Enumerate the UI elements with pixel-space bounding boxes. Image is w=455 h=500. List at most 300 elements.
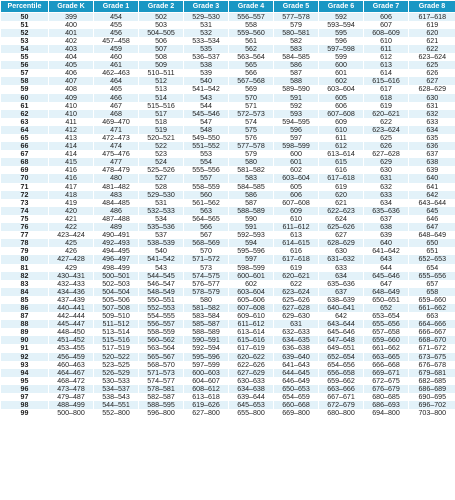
score-range-cell: 531 xyxy=(139,199,184,207)
score-range-cell: 634 xyxy=(319,272,364,280)
table-row xyxy=(1,85,455,93)
score-range-cell: 518 xyxy=(139,118,184,126)
percentile-cell: 64 xyxy=(1,126,49,134)
score-range-cell: 569 xyxy=(229,85,274,93)
score-range-cell: 578–581 xyxy=(139,385,184,393)
score-range-cell: 561 xyxy=(229,37,274,45)
percentile-cell: 98 xyxy=(1,401,49,409)
score-range-cell: 703–800 xyxy=(409,409,455,417)
score-range-cell: 559–560 xyxy=(229,29,274,37)
score-range-cell: 620 xyxy=(409,29,455,37)
score-range-cell: 686–693 xyxy=(364,401,409,409)
score-range-cell: 405 xyxy=(49,61,94,69)
score-range-cell: 587 xyxy=(274,69,319,77)
score-range-cell: 552–800 xyxy=(94,409,139,417)
column-header-grade-3: Grade 3 xyxy=(184,1,229,13)
table-row xyxy=(1,94,455,102)
percentile-cell: 77 xyxy=(1,231,49,239)
table-row xyxy=(1,166,455,174)
score-range-cell: 563–564 xyxy=(229,53,274,61)
score-range-cell: 568–570 xyxy=(139,361,184,369)
score-range-cell: 534 xyxy=(139,215,184,223)
score-range-cell: 532 xyxy=(184,29,229,37)
score-range-cell: 601 xyxy=(319,69,364,77)
table-row xyxy=(1,377,455,385)
score-range-cell: 650–653 xyxy=(274,385,319,393)
score-range-cell: 591 xyxy=(274,94,319,102)
score-range-cell: 503 xyxy=(139,21,184,29)
percentile-cell: 92 xyxy=(1,353,49,361)
score-range-cell: 644 xyxy=(364,264,409,272)
column-header-grade-5: Grade 5 xyxy=(274,1,319,13)
percentile-cell: 63 xyxy=(1,118,49,126)
score-range-cell: 639–644 xyxy=(229,393,274,401)
score-range-cell: 467 xyxy=(94,102,139,110)
score-range-cell: 635 xyxy=(409,134,455,142)
score-range-cell: 619 xyxy=(274,264,319,272)
table-row xyxy=(1,69,455,77)
score-range-cell: 574 xyxy=(229,118,274,126)
score-range-cell: 594 xyxy=(229,239,274,247)
score-range-cell: 672–679 xyxy=(319,401,364,409)
score-range-cell: 568–569 xyxy=(184,239,229,247)
score-range-cell: 640 xyxy=(364,239,409,247)
score-range-cell: 571–572 xyxy=(184,255,229,263)
score-range-cell: 558–559 xyxy=(184,183,229,191)
score-range-cell: 612 xyxy=(364,53,409,61)
score-range-cell: 434–436 xyxy=(49,288,94,296)
score-range-cell: 419 xyxy=(49,199,94,207)
table-row xyxy=(1,29,455,37)
score-range-cell: 607–608 xyxy=(274,199,319,207)
score-range-cell: 636–638 xyxy=(274,344,319,352)
percentile-cell: 95 xyxy=(1,377,49,385)
score-range-cell: 522 xyxy=(139,142,184,150)
score-range-cell: 666–667 xyxy=(409,328,455,336)
score-range-cell: 464 xyxy=(94,77,139,85)
score-range-cell: 609 xyxy=(319,118,364,126)
score-range-cell: 585–587 xyxy=(184,320,229,328)
score-range-cell: 613–614 xyxy=(229,328,274,336)
score-range-cell: 651 xyxy=(409,247,455,255)
table-row xyxy=(1,264,455,272)
table-row xyxy=(1,231,455,239)
score-range-cell: 592 xyxy=(319,12,364,21)
score-range-cell: 423–424 xyxy=(49,231,94,239)
score-range-cell: 652–653 xyxy=(409,255,455,263)
table-row xyxy=(1,102,455,110)
percentile-cell: 57 xyxy=(1,69,49,77)
score-range-cell: 478–479 xyxy=(94,166,139,174)
score-range-cell: 566 xyxy=(184,223,229,231)
score-range-cell: 556–557 xyxy=(229,12,274,21)
score-range-cell: 593–594 xyxy=(319,21,364,29)
score-range-cell: 642 xyxy=(319,312,364,320)
score-range-cell: 605–606 xyxy=(229,296,274,304)
score-range-cell: 571 xyxy=(229,102,274,110)
table-row xyxy=(1,134,455,142)
score-range-cell: 603–604 xyxy=(319,85,364,93)
score-range-cell: 599 xyxy=(319,53,364,61)
score-range-cell: 531 xyxy=(184,21,229,29)
score-range-cell: 617 xyxy=(364,85,409,93)
score-range-cell: 532–533 xyxy=(139,207,184,215)
score-range-cell: 414 xyxy=(49,150,94,158)
table-row xyxy=(1,118,455,126)
score-range-cell: 646 xyxy=(409,215,455,223)
score-range-cell: 421 xyxy=(49,215,94,223)
score-range-cell: 459 xyxy=(94,45,139,53)
score-range-cell: 422 xyxy=(49,223,94,231)
score-range-cell: 591 xyxy=(229,223,274,231)
score-range-cell: 623–624 xyxy=(274,288,319,296)
score-range-cell: 415 xyxy=(49,158,94,166)
score-range-cell: 659–660 xyxy=(364,336,409,344)
score-range-cell: 631 xyxy=(409,102,455,110)
score-range-cell: 538 xyxy=(184,61,229,69)
score-range-cell: 548–549 xyxy=(139,288,184,296)
score-range-cell: 638–639 xyxy=(319,296,364,304)
score-range-cell: 554–555 xyxy=(139,312,184,320)
score-range-cell: 605 xyxy=(274,183,319,191)
score-range-cell: 658 xyxy=(409,288,455,296)
score-range-cell: 567 xyxy=(184,231,229,239)
score-range-cell: 556–557 xyxy=(139,320,184,328)
score-range-cell: 483 xyxy=(94,191,139,199)
score-range-cell: 669–800 xyxy=(274,409,319,417)
score-range-cell: 641–642 xyxy=(364,247,409,255)
score-range-cell: 496–497 xyxy=(94,255,139,263)
score-range-cell: 629 xyxy=(364,158,409,166)
score-range-cell: 641–643 xyxy=(274,361,319,369)
score-range-cell: 445–447 xyxy=(49,320,94,328)
score-range-cell: 448–450 xyxy=(49,328,94,336)
score-range-cell: 410 xyxy=(49,110,94,118)
column-header-grade-k: Grade K xyxy=(49,1,94,13)
score-range-cell: 614–615 xyxy=(274,239,319,247)
table-row xyxy=(1,255,455,263)
score-range-cell: 524 xyxy=(139,158,184,166)
score-range-cell: 663–666 xyxy=(319,385,364,393)
score-range-cell: 628–629 xyxy=(409,85,455,93)
score-range-cell: 609 xyxy=(274,207,319,215)
score-range-cell: 490–491 xyxy=(94,231,139,239)
score-range-cell: 654–659 xyxy=(274,393,319,401)
score-range-cell: 427–428 xyxy=(49,255,94,263)
score-range-cell: 580 xyxy=(229,158,274,166)
score-range-cell: 603–604 xyxy=(274,174,319,182)
score-range-cell: 418 xyxy=(49,191,94,199)
percentile-cell: 96 xyxy=(1,385,49,393)
score-range-cell: 494–495 xyxy=(94,247,139,255)
score-range-cell: 613 xyxy=(364,61,409,69)
score-range-cell: 530–533 xyxy=(94,377,139,385)
score-range-cell: 615–616 xyxy=(229,336,274,344)
score-range-cell: 472–473 xyxy=(94,134,139,142)
score-range-cell: 610 xyxy=(364,37,409,45)
score-range-cell: 558 xyxy=(229,21,274,29)
score-range-cell: 680–800 xyxy=(319,409,364,417)
score-range-cell: 406 xyxy=(49,69,94,77)
score-range-cell: 613–614 xyxy=(319,150,364,158)
score-range-cell: 474 xyxy=(94,142,139,150)
table-row xyxy=(1,77,455,85)
table-row xyxy=(1,174,455,182)
column-header-grade-7: Grade 7 xyxy=(364,1,409,13)
percentile-cell: 80 xyxy=(1,255,49,263)
score-range-cell: 679–681 xyxy=(409,369,455,377)
score-range-cell: 643–644 xyxy=(409,199,455,207)
percentile-cell: 82 xyxy=(1,272,49,280)
percentile-cell: 62 xyxy=(1,110,49,118)
score-range-cell: 582–587 xyxy=(139,393,184,401)
table-row xyxy=(1,369,455,377)
score-range-cell: 623–624 xyxy=(364,126,409,134)
score-range-cell: 551–552 xyxy=(184,142,229,150)
table-row xyxy=(1,45,455,53)
percentile-cell: 84 xyxy=(1,288,49,296)
score-range-cell: 455 xyxy=(94,21,139,29)
score-range-cell: 517 xyxy=(139,110,184,118)
score-range-cell: 593 xyxy=(274,110,319,118)
score-range-cell: 617–619 xyxy=(229,344,274,352)
score-range-cell: 625–626 xyxy=(274,296,319,304)
score-range-cell: 652–654 xyxy=(319,353,364,361)
score-range-cell: 547 xyxy=(184,118,229,126)
score-range-cell: 592–593 xyxy=(229,231,274,239)
score-range-cell: 587 xyxy=(229,199,274,207)
score-range-cell: 620–621 xyxy=(364,110,409,118)
score-range-cell: 558–559 xyxy=(139,328,184,336)
score-range-cell: 576 xyxy=(229,134,274,142)
score-range-cell: 541–542 xyxy=(184,85,229,93)
score-range-cell: 648–649 xyxy=(364,288,409,296)
score-range-cell: 417 xyxy=(49,183,94,191)
table-row xyxy=(1,336,455,344)
score-range-cell: 552–553 xyxy=(139,304,184,312)
score-range-cell: 534–537 xyxy=(94,385,139,393)
score-range-cell: 584–585 xyxy=(274,53,319,61)
table-row xyxy=(1,37,455,45)
score-range-cell: 592 xyxy=(274,102,319,110)
score-range-cell: 624 xyxy=(319,215,364,223)
score-range-cell: 606 xyxy=(319,102,364,110)
table-row xyxy=(1,296,455,304)
score-range-cell: 627–800 xyxy=(184,409,229,417)
percentile-cell: 78 xyxy=(1,239,49,247)
percentile-cell: 89 xyxy=(1,328,49,336)
table-row xyxy=(1,142,455,150)
score-range-cell: 492–493 xyxy=(94,239,139,247)
score-range-cell: 460 xyxy=(94,53,139,61)
score-range-cell: 608–609 xyxy=(364,29,409,37)
score-range-cell: 625 xyxy=(364,134,409,142)
score-range-cell: 529–530 xyxy=(184,12,229,21)
percentile-cell: 66 xyxy=(1,142,49,150)
score-range-cell: 663 xyxy=(409,312,455,320)
score-range-cell: 596 xyxy=(319,37,364,45)
score-range-cell: 399 xyxy=(49,12,94,21)
score-range-cell: 617–618 xyxy=(274,255,319,263)
percentile-cell: 68 xyxy=(1,158,49,166)
score-range-cell: 560–562 xyxy=(139,336,184,344)
score-range-cell: 535 xyxy=(184,45,229,53)
table-row xyxy=(1,12,455,21)
score-range-cell: 602 xyxy=(319,77,364,85)
score-range-cell: 630 xyxy=(364,166,409,174)
score-range-cell: 426 xyxy=(49,247,94,255)
score-range-cell: 629–630 xyxy=(274,312,319,320)
score-range-cell: 618 xyxy=(364,94,409,102)
score-range-cell: 640 xyxy=(409,174,455,182)
table-row xyxy=(1,393,455,401)
score-range-cell: 571–573 xyxy=(139,369,184,377)
score-range-cell: 581–582 xyxy=(229,166,274,174)
score-range-cell: 523 xyxy=(139,150,184,158)
score-range-cell: 456–459 xyxy=(49,353,94,361)
score-range-cell: 416 xyxy=(49,174,94,182)
score-range-cell: 570 xyxy=(229,94,274,102)
score-range-cell: 538–539 xyxy=(139,239,184,247)
table-row xyxy=(1,150,455,158)
score-range-cell: 464–467 xyxy=(49,369,94,377)
score-range-cell: 437–439 xyxy=(49,296,94,304)
score-range-cell: 620–622 xyxy=(229,353,274,361)
score-range-cell: 580–581 xyxy=(274,29,319,37)
score-range-cell: 608–612 xyxy=(184,385,229,393)
score-range-cell: 671–672 xyxy=(409,344,455,352)
score-range-cell: 579 xyxy=(274,21,319,29)
score-range-cell: 545–546 xyxy=(184,110,229,118)
score-range-cell: 527 xyxy=(139,174,184,182)
score-range-cell: 657–658 xyxy=(364,328,409,336)
score-range-cell: 477 xyxy=(94,158,139,166)
percentile-cell: 70 xyxy=(1,174,49,182)
column-header-grade-1: Grade 1 xyxy=(94,1,139,13)
score-range-cell: 660–668 xyxy=(274,401,319,409)
score-range-cell: 644–645 xyxy=(274,369,319,377)
score-range-cell: 505–506 xyxy=(94,296,139,304)
score-range-cell: 602 xyxy=(229,280,274,288)
score-range-cell: 607–608 xyxy=(229,304,274,312)
score-range-cell: 572–573 xyxy=(229,110,274,118)
score-range-cell: 694–800 xyxy=(364,409,409,417)
table-row xyxy=(1,344,455,352)
score-range-cell: 632 xyxy=(409,110,455,118)
score-range-cell: 659–660 xyxy=(409,296,455,304)
score-range-cell: 473–478 xyxy=(49,385,94,393)
score-range-cell: 622–623 xyxy=(319,207,364,215)
score-range-cell: 696–702 xyxy=(409,401,455,409)
score-range-cell: 457–458 xyxy=(94,37,139,45)
percentile-cell: 51 xyxy=(1,21,49,29)
column-header-percentile: Percentile xyxy=(1,1,49,13)
score-range-cell: 600–601 xyxy=(229,272,274,280)
score-range-cell: 526–529 xyxy=(94,369,139,377)
score-range-cell: 655–656 xyxy=(409,272,455,280)
score-range-cell: 519 xyxy=(139,126,184,134)
score-range-cell: 682–685 xyxy=(409,377,455,385)
score-range-cell: 690–695 xyxy=(409,393,455,401)
score-range-cell: 607 xyxy=(364,21,409,29)
score-range-cell: 646–649 xyxy=(274,377,319,385)
percentile-cell: 58 xyxy=(1,77,49,85)
score-range-cell: 600–603 xyxy=(184,369,229,377)
score-range-cell: 400 xyxy=(49,21,94,29)
score-range-cell: 655–800 xyxy=(229,409,274,417)
score-range-cell: 611 xyxy=(364,45,409,53)
score-range-cell: 480 xyxy=(94,174,139,182)
table-row xyxy=(1,207,455,215)
score-range-cell: 601 xyxy=(274,158,319,166)
score-range-cell: 615–616 xyxy=(364,77,409,85)
score-range-cell: 541–542 xyxy=(139,255,184,263)
percentile-cell: 55 xyxy=(1,53,49,61)
score-range-cell: 404 xyxy=(49,53,94,61)
score-range-cell: 645–653 xyxy=(229,401,274,409)
score-range-cell: 579 xyxy=(229,150,274,158)
score-range-cell: 588–589 xyxy=(229,207,274,215)
score-range-cell: 577–578 xyxy=(229,142,274,150)
score-range-cell: 645–646 xyxy=(319,328,364,336)
score-range-cell: 515–516 xyxy=(139,102,184,110)
percentile-cell: 83 xyxy=(1,280,49,288)
score-range-cell: 500–800 xyxy=(49,409,94,417)
score-range-cell: 631 xyxy=(274,320,319,328)
score-range-cell: 627 xyxy=(409,77,455,85)
score-range-cell: 539 xyxy=(184,69,229,77)
score-range-cell: 654 xyxy=(409,264,455,272)
score-range-cell: 411 xyxy=(49,118,94,126)
score-range-cell: 511–512 xyxy=(94,320,139,328)
table-row xyxy=(1,320,455,328)
score-range-cell: 442–444 xyxy=(49,312,94,320)
score-range-cell: 555–556 xyxy=(184,166,229,174)
score-range-cell: 475–476 xyxy=(94,150,139,158)
table-row xyxy=(1,328,455,336)
score-range-cell: 543 xyxy=(184,94,229,102)
score-range-cell: 673–675 xyxy=(409,353,455,361)
score-range-cell: 581–582 xyxy=(184,304,229,312)
score-range-cell: 588 xyxy=(274,77,319,85)
score-range-cell: 409 xyxy=(49,94,94,102)
score-range-cell: 456 xyxy=(94,29,139,37)
score-range-cell: 544–545 xyxy=(139,272,184,280)
table-row xyxy=(1,280,455,288)
score-range-cell: 484–485 xyxy=(94,199,139,207)
score-range-cell: 600 xyxy=(274,150,319,158)
score-range-cell: 626 xyxy=(409,69,455,77)
score-range-cell: 574–577 xyxy=(139,377,184,385)
percentile-cell: 97 xyxy=(1,393,49,401)
score-range-cell: 544 xyxy=(184,102,229,110)
score-range-cell: 594–595 xyxy=(274,118,319,126)
percentile-cell: 60 xyxy=(1,94,49,102)
score-range-cell: 510–511 xyxy=(139,69,184,77)
percentile-cell: 61 xyxy=(1,102,49,110)
table-row xyxy=(1,191,455,199)
score-range-cell: 596 xyxy=(274,126,319,134)
score-range-cell: 622 xyxy=(409,45,455,53)
score-range-cell: 606 xyxy=(274,191,319,199)
score-range-cell: 430–431 xyxy=(49,272,94,280)
score-range-cell: 567–568 xyxy=(229,77,274,85)
score-range-cell: 619 xyxy=(319,183,364,191)
score-range-cell: 577–578 xyxy=(274,12,319,21)
score-range-cell: 598–599 xyxy=(229,264,274,272)
score-range-cell: 637 xyxy=(319,288,364,296)
table-row xyxy=(1,401,455,409)
